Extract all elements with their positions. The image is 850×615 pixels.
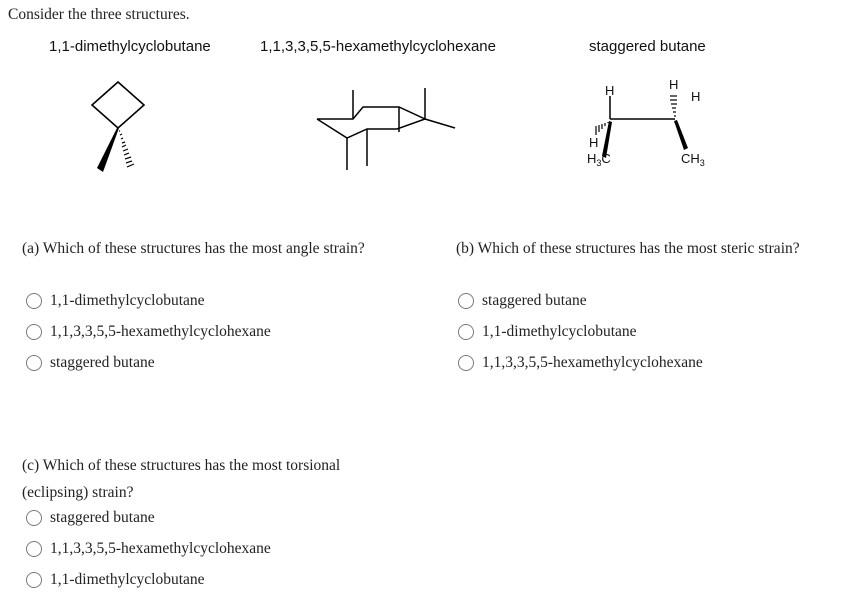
atom-h-right-top-a: H bbox=[669, 77, 679, 92]
question-b-option-1[interactable] bbox=[458, 292, 587, 310]
structure-label-cyclohexane: 1,1,3,3,5,5-hexamethylcyclohexane bbox=[260, 38, 496, 55]
atom-h-left-top: H bbox=[605, 83, 615, 98]
radio-button[interactable] bbox=[458, 355, 474, 371]
cyclobutane-structure bbox=[80, 78, 160, 183]
structure-label-cyclobutane: 1,1-dimethylcyclobutane bbox=[49, 38, 211, 55]
option-label: staggered butane bbox=[50, 354, 155, 371]
radio-button[interactable] bbox=[458, 293, 474, 309]
radio-button[interactable] bbox=[26, 541, 42, 557]
intro-text: Consider the three structures. bbox=[8, 6, 190, 23]
question-c-option-1[interactable] bbox=[26, 509, 155, 527]
option-label: 1,1,3,3,5,5-hexamethylcyclohexane bbox=[50, 323, 271, 340]
option-label: 1,1,3,3,5,5-hexamethylcyclohexane bbox=[50, 540, 271, 557]
question-a-option-3[interactable] bbox=[26, 354, 155, 372]
structure-label-butane: staggered butane bbox=[589, 38, 706, 55]
option-label: 1,1,3,3,5,5-hexamethylcyclohexane bbox=[482, 354, 703, 371]
atom-ch3: $CH_3$ bbox=[681, 151, 705, 168]
atom-h-right-top-b: H bbox=[691, 89, 701, 104]
radio-button[interactable] bbox=[26, 293, 42, 309]
question-c-option-2[interactable] bbox=[26, 540, 271, 558]
question-b-option-3[interactable] bbox=[458, 354, 703, 372]
radio-button[interactable] bbox=[26, 572, 42, 588]
question-b-option-2[interactable] bbox=[458, 323, 637, 341]
butane-structure bbox=[570, 70, 720, 180]
question-c-option-3[interactable] bbox=[26, 571, 205, 589]
radio-button[interactable] bbox=[26, 510, 42, 526]
question-a-option-2[interactable] bbox=[26, 323, 271, 341]
option-label: 1,1-dimethylcyclobutane bbox=[50, 292, 205, 309]
question-a-prompt: (a) Which of these structures has the most angle strain? bbox=[22, 240, 365, 257]
atom-h3c: $H_3C$ bbox=[587, 151, 611, 168]
question-c-prompt-line-1: (c) Which of these structures has the most torsional bbox=[22, 457, 341, 474]
option-label: staggered butane bbox=[50, 509, 155, 526]
atom-h-left-mid: H bbox=[589, 135, 599, 150]
radio-button[interactable] bbox=[26, 355, 42, 371]
question-b-prompt: (b) Which of these structures has the most steric strain? bbox=[456, 240, 800, 257]
radio-button[interactable] bbox=[458, 324, 474, 340]
option-label: 1,1-dimethylcyclobutane bbox=[50, 571, 205, 588]
option-label: 1,1-dimethylcyclobutane bbox=[482, 323, 637, 340]
question-c-prompt-line-2: (eclipsing) strain? bbox=[22, 484, 134, 501]
question-a-option-1[interactable] bbox=[26, 292, 205, 310]
cyclohexane-chair-structure bbox=[305, 78, 465, 178]
option-label: staggered butane bbox=[482, 292, 587, 309]
radio-button[interactable] bbox=[26, 324, 42, 340]
